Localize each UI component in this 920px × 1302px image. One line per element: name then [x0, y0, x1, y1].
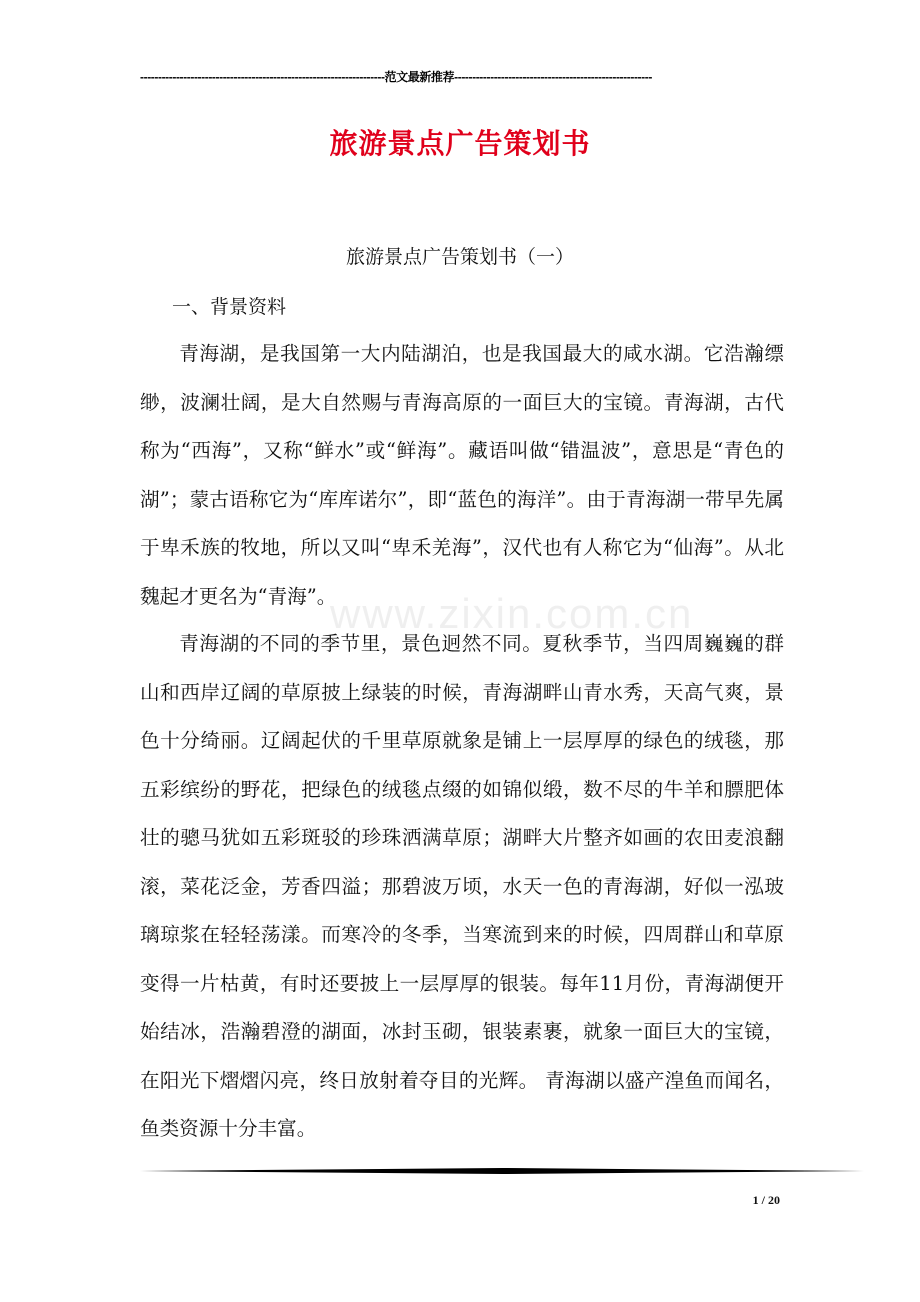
body-paragraph: 青海湖，是我国第一大内陆湖泊，也是我国最大的咸水湖。它浩瀚缥缈，波澜壮阔，是大自然赐与青海高原的一面巨大的宝镜。青海湖，古代称为“西海”，又称“鲜水”或“鲜海”。藏语叫做“错温波”，意思是“青色的湖”；蒙古语称它为“库库诺尔”，即“蓝色的海洋”。由于青海湖一带早先属于卑禾族的牧地，所以又叫“卑禾羌海”，汉代也有人称它为“仙海”。从北魏起才更名为“青海”。	[140, 342, 784, 608]
page-number: 1 / 20	[752, 1193, 780, 1207]
body-paragraph: 青海湖的不同的季节里，景色迥然不同。夏秋季节，当四周巍巍的群山和西岸辽阔的草原披上绿装的时候，青海湖畔山青水秀，天高气爽，景色十分绮丽。辽阔起伏的千里草原就象是铺上一层厚厚的绿色的绒毯，那五彩缤纷的野花，把绿色的绒毯点缀的如锦似缎，数不尽的牛羊和膘肥体壮的骢马犹如五彩斑驳的珍珠洒满草原；湖畔大片整齐如画的农田麦浪翻滚，菜花泛金，芳香四溢；那碧波万顷，水天一色的青海湖，好似一泓玻璃琼浆在轻轻荡漾。而寒冷的冬季，当寒流到来的时候，四周群山和草原变得一片枯黄，有时还要披上一层厚厚的银装。每年11月份，青海湖便开始结冰，浩瀚碧澄的湖面，冰封玉砌，银装素裹，就象一面巨大的宝镜，在阳光下熠熠闪亮，终日放射着夺目的光辉。 青海湖以盛产湟鱼而闻名，鱼类资源十分丰富。	[140, 632, 784, 1140]
section-heading: 一、背景资料	[172, 296, 287, 318]
document-subtitle: 旅游景点广告策划书（一）	[345, 246, 574, 268]
header-banner: --------------------------------------------------------------------范文最新推荐-------------------------------------------------------	[140, 70, 652, 84]
document-title: 旅游景点广告策划书	[329, 127, 591, 160]
watermark: www.zixin.com.cn	[330, 590, 694, 637]
footer-divider	[140, 1168, 864, 1174]
